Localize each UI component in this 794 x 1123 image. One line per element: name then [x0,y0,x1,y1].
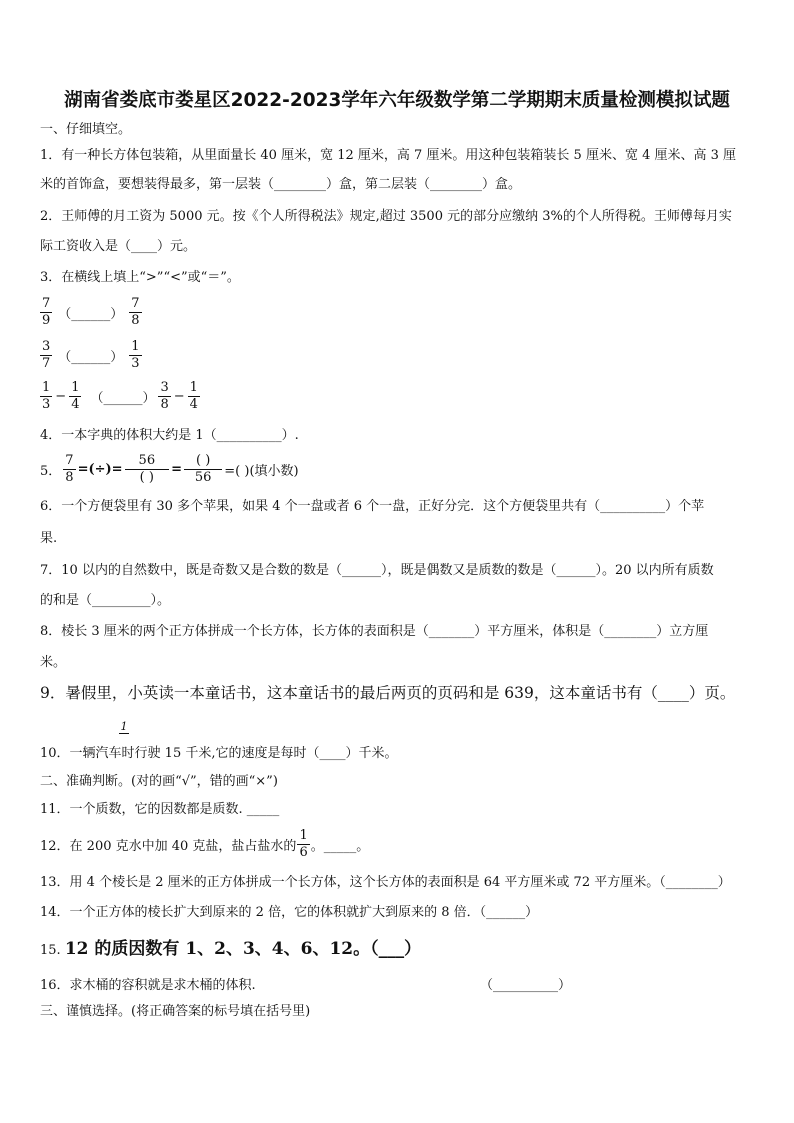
fraction: $\frac{7}{8}$ [131,296,140,328]
question-8-line-1: 8．棱长 3 厘米的两个正方体拼成一个长方体，长方体的表面积是（_______）平方厘米，体积是（________）立方厘 [40,624,709,639]
question-6-line-1: 6．一个方便袋里有 30 多个苹果，如果 4 个一盘或者 6 个一盘，正好分完．这个方便袋里共有（__________）个苹 [40,499,705,514]
question-14: 14．一个正方体的棱长扩大到原来的 2 倍，它的体积就扩大到原来的 8 倍．（______） [40,905,539,920]
minus-sign: − [55,389,67,404]
fraction: $\frac{1}{4}$ [189,380,198,412]
question-15-text: 12 的质因数有 1、2、3、4、6、12。（___） [64,939,422,959]
fraction: $\frac{7}{8}$ [65,453,74,485]
page-title: 湖南省娄底市娄星区2022-2023学年六年级数学第二学期期末质量检测模拟试题 [64,90,730,111]
section-2-heading: 二、准确判断。(对的画“√”，错的画“×”) [40,774,278,789]
question-5 [40,453,299,486]
question-3-item-2 [40,339,142,372]
question-10: 10．一辆汽车时行驶 15 千米,它的速度是每时（____）千米。 [40,746,398,761]
question-3-prompt: 3．在横线上填上“>”“<”或“＝”。 [40,270,240,285]
answer-blank: （______） [58,350,124,365]
minus-sign: − [173,389,185,404]
question-12-blank: 。_____。 [310,839,370,854]
question-2-line-2: 际工资收入是（____）元。 [40,239,197,254]
section-3-heading: 三、谨慎选择。(将正确答案的标号填在括号里) [40,1004,311,1019]
question-16: 16．求木桶的容积就是求木桶的体积. [40,978,256,993]
question-6-line-2: 果. [40,531,58,546]
question-10-fraction: 1 [120,720,128,733]
fraction: $\frac{7}{9}$ [42,296,51,328]
question-9: 9．暑假里，小英读一本童话书，这本童话书的最后两页的页码和是 639，这本童话书有（____）页。 [40,684,736,702]
fraction: $\frac{1}{3}$ [131,339,140,371]
question-16-blank: （__________） [480,978,572,993]
question-12 [40,828,369,861]
equation-part: =(÷)= [77,462,123,477]
question-1-line-2: 米的首饰盒，要想装得最多，第一层装（________）盒，第二层装（________）盒。 [40,177,522,192]
question-1-line-1: 1．有一种长方体包装箱，从里面量长 40 厘米，宽 12 厘米，高 7 厘米。用这种包装箱装长 5 厘米、宽 4 厘米、高 3 厘 [40,148,737,163]
fraction: $\frac{56}{( )}$ [125,453,170,486]
fraction: $\frac{3}{8}$ [160,380,169,412]
question-3-item-3 [40,380,200,413]
question-3-item-1 [40,296,142,329]
question-2-line-1: 2．王师傅的月工资为 5000 元。按《个人所得税法》规定,超过 3500 元的部分应缴纳 3%的个人所得税。王师傅每月实 [40,209,732,224]
fraction: $\frac{1}{3}$ [42,380,51,412]
question-4: 4．一本字典的体积大约是 1（__________）. [40,428,299,443]
fraction: $\frac{3}{7}$ [42,339,51,371]
question-13: 13．用 4 个棱长是 2 厘米的正方体拼成一个长方体，这个长方体的表面积是 64 平方厘米或 72 平方厘米。（________） [40,875,731,890]
fraction: $\frac{( )}{56}$ [184,453,222,486]
question-8-line-2: 米。 [40,655,67,670]
question-15 [40,941,421,959]
fraction: $\frac{1}{4}$ [71,380,80,412]
question-11: 11．一个质数，它的因数都是质数. _____ [40,802,280,817]
equals-sign: = [171,462,182,477]
answer-blank: （______） [58,307,124,322]
question-12-text: 12．在 200 克水中加 40 克盐，盐占盐水的 [40,839,297,854]
answer-blank: （______） [90,391,156,406]
equation-tail: =( )(填小数) [224,464,299,479]
question-15-number: 15. [40,943,61,958]
fraction: $\frac{1}{6}$ [299,828,308,860]
section-1-heading: 一、仔细填空。 [40,122,132,137]
question-7-line-2: 的和是（_________）。 [40,593,171,608]
question-7-line-1: 7．10 以内的自然数中，既是奇数又是合数的数是（______），既是偶数又是质数的数是（______）。20 以内所有质数 [40,563,714,578]
question-5-number: 5． [40,464,62,479]
